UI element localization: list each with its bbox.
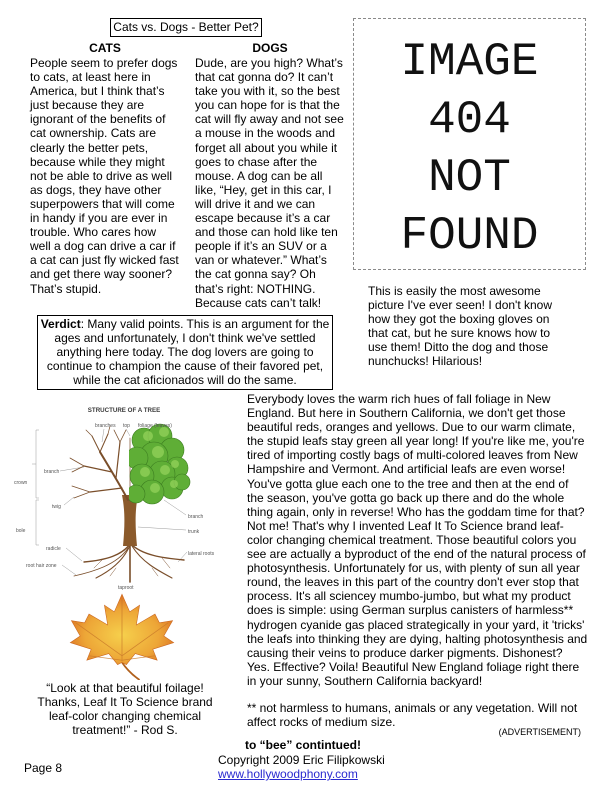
text-line: and get there way sooner?: [30, 267, 173, 282]
page-number: Page 8: [24, 761, 63, 775]
article-title-box: [110, 18, 262, 37]
tree-label-taproot: taproot: [118, 585, 134, 591]
text-line: cat ownership. Cats are: [30, 126, 157, 141]
text-line: to cats, at least here in: [30, 70, 151, 85]
text-line: that cat gonna do? It can’t: [195, 70, 334, 85]
text-line: superpowers that will come: [30, 196, 175, 211]
text-line: does is simple: using German surplus canisters of harmless**: [247, 603, 574, 618]
text-line: England. But here in Southern California, we don't get those: [247, 406, 566, 421]
text-line: a mouse in the woods and: [195, 126, 336, 141]
text-line: the stupid leafs stay green all year long! If you're like me, you're: [247, 434, 585, 449]
tree-structure-diagram: [12, 400, 236, 592]
tree-label-twig: twig: [52, 504, 61, 510]
text-line: the leafs into thinking they are dying, halting photosynthesis and: [247, 631, 588, 646]
cats-column: [30, 56, 179, 296]
text-line: thing again, only in reverse! Who has the goddam time for that?: [247, 504, 585, 519]
text-line: well a dog can drive a car if: [30, 239, 176, 254]
text-line: people if it’s an SUV or a: [195, 239, 327, 254]
text-line: just because they are: [30, 98, 145, 113]
text-line: ignorant of the benefits of: [30, 112, 166, 127]
tree-label-branch-right: branch: [188, 514, 204, 520]
text-line: not be able to drive as well: [30, 168, 173, 183]
verdict-box: [37, 315, 333, 390]
text-line: while the cat aficionados will do the same.: [73, 373, 297, 388]
text-line: America, but I think that’s: [30, 84, 165, 99]
text-line: how they got the boxing gloves on: [368, 312, 550, 327]
tree-label-radicle: radicle: [46, 546, 61, 552]
text-line: goes to chase after the: [195, 154, 318, 169]
text-line: treatment!” - Rod S.: [72, 723, 178, 738]
placeholder-line: IMAGE: [400, 36, 539, 88]
text-line: causing their veins to produce darker pigments. Dishonest?: [247, 645, 563, 660]
text-line: beautiful reds, oranges and yellows. Due to our warm climate,: [247, 420, 576, 435]
tree-label-branches: branches: [95, 423, 116, 429]
text-line: clearly the better pets,: [30, 140, 149, 155]
maple-leaf-image: [66, 592, 178, 680]
text-line: You've gotta glue each one to the tree and then at the end of: [247, 476, 569, 491]
text-line: as dogs, they have other: [30, 182, 162, 197]
text-line: the season, you've gotta go back up there and do the whole: [247, 490, 565, 505]
tree-label-trunk: trunk: [188, 529, 200, 535]
text-line: continue to champion the cause of their favored pet,: [46, 359, 324, 374]
text-line: tired of importing costly bags of multi-colored leaves from New: [247, 448, 578, 463]
text-line: Thanks, Leaf It To Science brand: [37, 695, 213, 710]
text-line: mouse. A dog can be all: [195, 168, 323, 183]
tree-diagram-title: STRUCTURE OF A TREE: [87, 407, 161, 414]
text-line: like, “Hey, get in this car, I: [195, 182, 332, 197]
text-line: ** not harmless to humans, animals or any vegetation. Will not: [247, 701, 578, 715]
text-line: nunchucks! Hilarious!: [368, 354, 483, 369]
advertisement-article: [247, 392, 587, 688]
text-line: color changing chemical treatment. Those beautiful colors you: [247, 532, 577, 547]
text-line: cat will fly away and not see: [195, 112, 344, 127]
website-link[interactable]: www.hollywoodphony.com: [218, 767, 358, 781]
text-line: trouble. Who cares how: [30, 225, 157, 240]
tree-label-branch-left: branch: [44, 469, 60, 475]
text-line: process. It's all sciencey mumbo-jumbo, but what my product: [247, 589, 571, 604]
text-line: “Look at that beautiful foilage!: [46, 681, 204, 695]
placeholder-line: NOT: [428, 152, 511, 204]
text-line: you can hope for is that the: [195, 98, 340, 113]
text-line: see are actually a byproduct of the end of the natural process of: [247, 547, 586, 562]
text-line: that’s right: NOTHING.: [195, 281, 316, 296]
text-line: and those can hold like ten: [195, 225, 338, 240]
tree-label-bole: bole: [16, 528, 26, 534]
tree-label-top: top: [123, 423, 130, 429]
text-line: escape because it’s a car: [195, 211, 331, 226]
tree-label-lateral-roots: lateral roots: [188, 551, 215, 557]
text-line: that cat, but he sure knows how to: [368, 326, 551, 341]
verdict-label: Verdict: [40, 317, 81, 331]
text-line: ages and unfortunately, I don't think we've settled: [54, 331, 316, 346]
text-line: use them! Ditto the dog and those: [368, 340, 549, 355]
text-line: van or whatever.” What’s: [195, 253, 327, 268]
text-line: Because cats can’t talk!: [195, 295, 322, 310]
text-line: Dude, are you high? What’s: [195, 56, 343, 70]
cats-heading: CATS: [89, 41, 121, 55]
text-line: photosynthesis. Unfortunately for us, with plenty of sun all year: [247, 561, 580, 576]
text-line: take you with it, so the best: [195, 84, 340, 99]
text-line: leaf-color changing chemical: [48, 709, 202, 724]
image-caption: [368, 284, 552, 369]
text-line: Everybody loves the warm rich hues of fall foliage in New: [247, 392, 551, 406]
dogs-column: [195, 56, 344, 310]
text-line: Hampshire and Vermont. And artificial leafs are even worse!: [247, 462, 566, 477]
text-line: will drive it and we can: [195, 196, 316, 211]
text-line: This is easily the most awesome: [368, 284, 541, 298]
maple-leaf-stem: [122, 662, 140, 680]
placeholder-line: 404: [428, 94, 511, 146]
text-line: picture I've ever seen! I don't know: [368, 298, 553, 313]
tree-label-root-hair-zone: root hair zone: [26, 563, 57, 569]
text-line: because while they might: [30, 154, 165, 169]
text-line: round, the leaves in this part of the country don't ever stop that: [247, 575, 579, 590]
article-title: Cats vs. Dogs - Better Pet?: [113, 20, 259, 34]
text-line: in your sunny, Southern California backyard!: [247, 673, 483, 688]
verdict-first-line: [38, 317, 332, 331]
advertisement-tag: (ADVERTISEMENT): [498, 727, 581, 737]
text-line: People seem to prefer dogs: [30, 56, 178, 70]
placeholder-line: FOUND: [400, 210, 539, 262]
tree-label-foliage: foliage (leaves): [138, 423, 172, 429]
text-line: Not me! That's why I invented Leaf It To Science brand leaf-: [247, 518, 564, 533]
image-not-found-placeholder: [353, 18, 586, 270]
text-line: affect rocks of medium size.: [247, 715, 396, 730]
text-line: forget all about you while it: [195, 140, 338, 155]
text-line: in handy if you are ever in: [30, 211, 168, 226]
text-line: anything here today. The dog lovers are going to: [56, 345, 314, 360]
text-line: hydrogen cyanide gas placed strategically in your yard, it 'tricks': [247, 617, 585, 632]
text-line: a cat can just fly wicked fast: [30, 253, 179, 268]
verdict-text: : Many valid points. This is an argument for the: [80, 317, 330, 331]
continued-note: to “bee” contintued!: [245, 738, 361, 752]
article-footnote: [247, 701, 577, 729]
text-line: Yes. Effective? Voila! Beautiful New England foliage right there: [247, 659, 580, 674]
text-line: the cat gonna say? Oh: [195, 267, 316, 282]
text-line: That’s stupid.: [30, 281, 102, 296]
tree-label-crown: crown: [14, 480, 28, 486]
copyright-notice: Copyright 2009 Eric Filipkowski: [218, 753, 385, 767]
dogs-heading: DOGS: [252, 41, 288, 55]
leaf-caption: [20, 681, 230, 737]
